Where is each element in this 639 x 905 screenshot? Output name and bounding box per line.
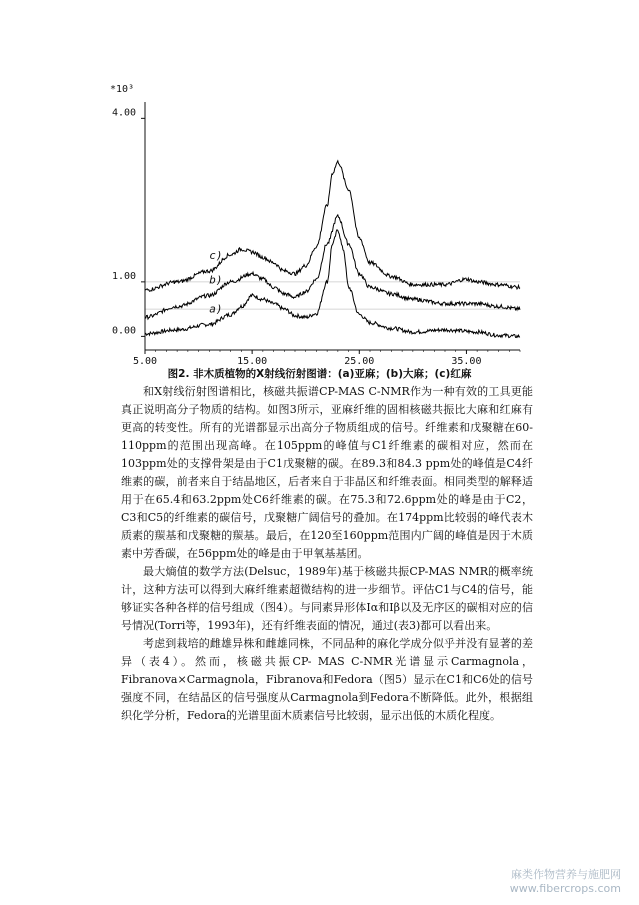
paragraph-3: 考虑到栽培的雌雄异株和雌雄同株，不同品种的麻化学成分似乎并没有显著的差异（表4）。然而，核磁共振CP- MAS C-NMR光谱显示Carmagnola，Fibranova×Carmagnola，Fibranova和Fedora（图5）显示在C1和C6处的信号强度不同，在结晶区的信号强度从Carmagnola到Fedora不断降低。此外，根据组织化学分析，Fedora的光谱里面木质素信号比较弱，显示出低的木质化程度。 bbox=[121, 637, 533, 722]
site-watermark bbox=[510, 868, 621, 896]
y-multiplier-label: *10³ bbox=[110, 84, 135, 95]
y-tick-label-0: 0.00 bbox=[112, 325, 137, 337]
series-layer bbox=[145, 161, 520, 338]
x-ticks bbox=[133, 350, 520, 365]
x-tick-label-2: 25.00 bbox=[344, 356, 375, 365]
watermark-title: 麻类作物营养与施肥网 bbox=[511, 868, 621, 881]
paragraph-2: 最大熵值的数学方法(Delsuc，1989年)基于核磁共振CP-MAS NMR的概率统计，这种方法可以得到大麻纤维素超微结构的进一步细节。评估C1与C4的信号，能够证实各种各样的信号组成（图4）。与同素异形体Iα和Iβ以及无序区的碳相对应的信号情况(Torri等，1993年)，还有纤维表面的情况，通过(表3)都可以看出来。 bbox=[121, 565, 533, 632]
series-label-1: b) bbox=[209, 273, 223, 287]
x-tick-label-0: 5.00 bbox=[132, 356, 158, 365]
series-line-1 bbox=[145, 215, 520, 319]
series-line-2 bbox=[145, 161, 520, 291]
watermark-url: www.fibercrops.com bbox=[509, 882, 621, 895]
series-label-0: a) bbox=[209, 302, 223, 316]
series-label-2: c) bbox=[209, 248, 223, 262]
xrd-chart bbox=[108, 80, 528, 365]
body-text bbox=[121, 383, 533, 725]
x-tick-label-1: 15.00 bbox=[237, 356, 268, 365]
y-tick-label-2: 4.00 bbox=[112, 107, 137, 119]
x-tick-label-3: 35.00 bbox=[451, 356, 482, 365]
series-line-0 bbox=[145, 230, 520, 338]
paragraph-1: 和X射线衍射图谱相比，核磁共振谱CP-MAS C-NMR作为一种有效的工具更能真正说明高分子物质的结构。如图3所示，亚麻纤维的固相核磁共振比大麻和红麻有更高的转变性。所有的光谱都显示出高分子物质组成的信号。纤维素和戊聚糖在60-110ppm的范围出现高峰。在105ppm的峰值与C1纤维素的碳相对应，然而在103ppm处的支撑骨架是由于C1戊聚糖的碳。在89.3和84.3 ppm处的峰值是C4纤维素的碳，前者来自于结晶地区，后者来自于非晶区和纤维表面。相同类型的解释适用于在65.4和63.2ppm处C6纤维素的碳。在75.3和72.6ppm处的峰是由于C2，C3和C5的纤维素的碳信号，戊聚糖广阔信号的叠加。在174ppm比较弱的峰代表木质素的羰基和戊聚糖的羰基。最后，在120至160ppm范围内广阔的峰值是因于木质素中芳香碳，在56ppm处的峰是由于甲氧基基团。 bbox=[121, 385, 533, 560]
y-tick-label-1: 1.00 bbox=[112, 270, 137, 282]
figure-caption: 图2. 非木质植物的X射线衍射图谱：(a)亚麻；(b)大麻；(c)红麻 bbox=[167, 368, 472, 380]
y-ticks bbox=[112, 107, 145, 336]
